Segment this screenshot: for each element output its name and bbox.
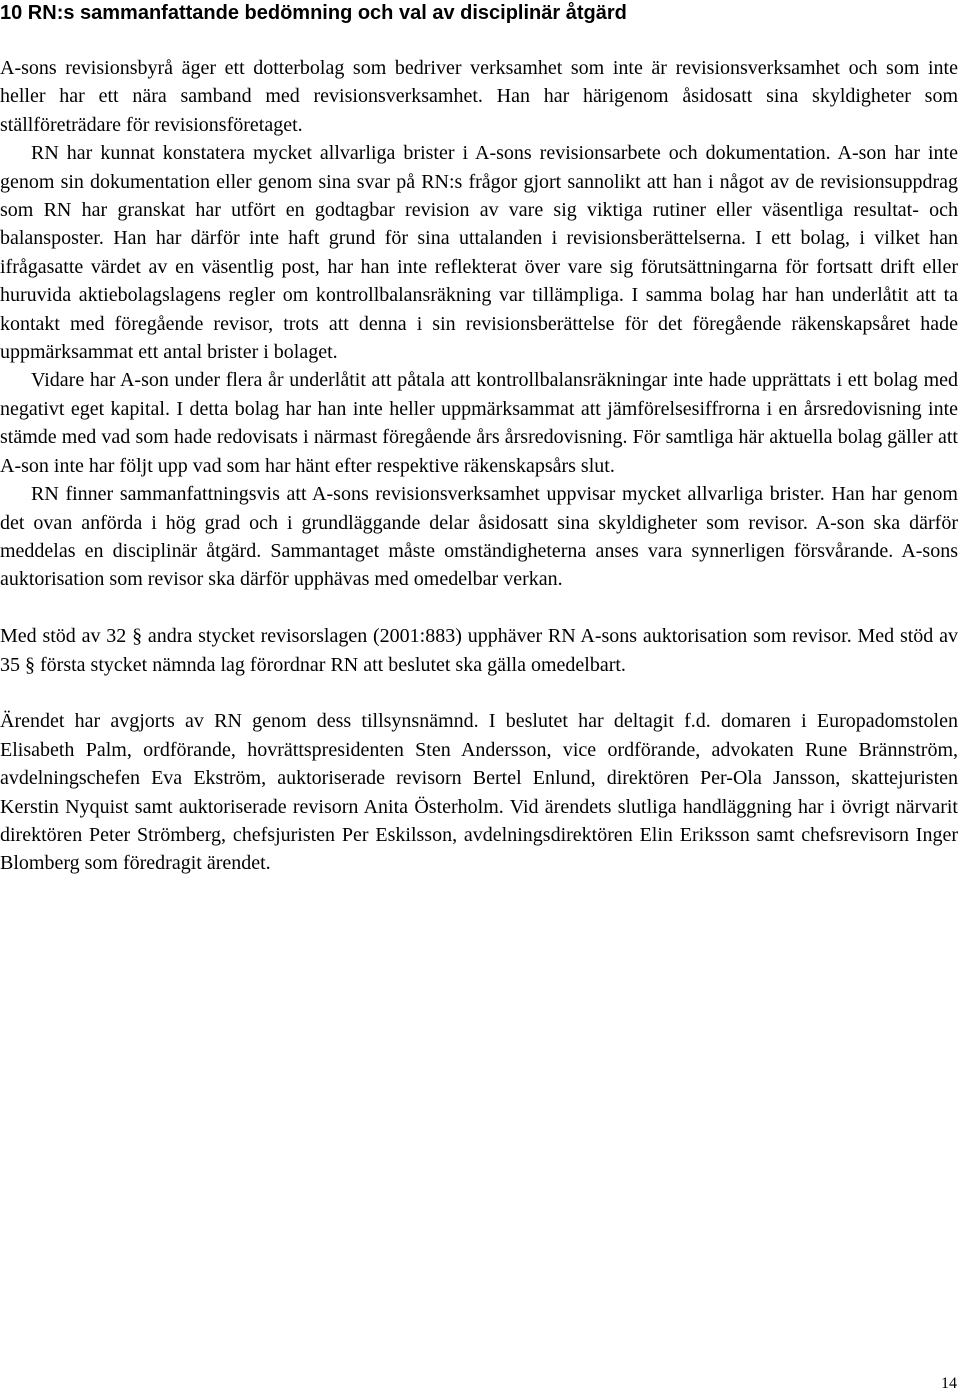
body-text — [0, 54, 958, 878]
paragraph-summary-assessment: RN finner sammanfattningsvis att A-sons revisionsverksamhet uppvisar mycket allvarliga brister. Han har genom det ovan anförda i hög grad och i grundläggande delar åsidosatt sina skyldigheter som revisor. A-son ska därför meddelas en disciplinär åtgärd. Sammantaget måste omständigheterna anses vara synnerligen försvårande. A-sons auktorisation som revisor ska därför upphävas med omedelbar verkan. — [0, 483, 958, 591]
paragraph-control-balance: Vidare har A-son under flera år underlåtit att påtala att kontrollbalansräkningar inte hade upprättats i ett bolag med negativt eget kapital. I detta bolag har han inte heller uppmärksammat att jämförelsesiffrorna i en årsredovisning inte stämde med vad som hade redovisats i närmast föregående års årsredovisning. För samtliga här aktuella bolag gäller att A-son inte har följt upp vad som har hänt efter respektive räkenskapsårs slut. — [0, 369, 958, 477]
section-heading: 10 RN:s sammanfattande bedömning och val av disciplinär åtgärd — [0, 2, 627, 24]
paragraph-subsidiary: A-sons revisionsbyrå äger ett dotterbolag som bedriver verksamhet som inte är revisionsverksamhet och som inte heller har ett nära samband med revisionsverksamhet. Han har härigenom åsidosatt sina skyldigheter som ställföreträdare för revisionsföretaget. — [0, 57, 958, 136]
paragraph-decision: Med stöd av 32 § andra stycket revisorslagen (2001:883) upphäver RN A-sons auktorisation som revisor. Med stöd av 35 § första stycket nämnda lag förordnar RN att beslutet ska gälla omedelbart. — [0, 625, 958, 676]
paragraph-audit-deficiencies: RN har kunnat konstatera mycket allvarliga brister i A-sons revisionsarbete och dokumentation. A-son har inte genom sin dokumentation eller genom sina svar på RN:s frågor gjort sannolikt att han i något av de revisionsuppdrag som RN har granskat har utfört en godtagbar revision av vare sig viktiga rutiner eller väsentliga resultat- och balansposter. Han har därför inte haft grund för sina uttalanden i revisionsberättelserna. I ett bolag, i vilket han ifrågasatte värdet av en väsentlig post, har han inte reflekterat över vare sig förutsättningarna för fortsatt drift eller huruvida aktiebolagslagens regler om kontrollbalansräkning var tillämpliga. I samma bolag har han underlåtit att ta kontakt med föregående revisor, trots att denna i sin revisionsberättelse för det föregående räkenskapsåret hade uppmärksammat ett antal brister i bolaget. — [0, 142, 958, 364]
page-number: 14 — [941, 1375, 957, 1392]
paragraph-participants: Ärendet har avgjorts av RN genom dess tillsynsnämnd. I beslutet har deltagit f.d. domaren i Europadomstolen Elisabeth Palm, ordförande, hovrättspresidenten Sten Andersson, vice ordförande, advokaten Rune Brännström, avdelningschefen Eva Ekström, auktoriserade revisorn Bertel Enlund, direktören Per-Ola Jansson, skattejuristen Kerstin Nyquist samt auktoriserade revisorn Anita Österholm. Vid ärendets slutliga handläggning har i övrigt närvarit direktören Peter Strömberg, chefsjuristen Per Eskilsson, avdelningsdirektören Elin Eriksson samt chefsrevisorn Inger Blomberg som föredragit ärendet. — [0, 710, 958, 875]
